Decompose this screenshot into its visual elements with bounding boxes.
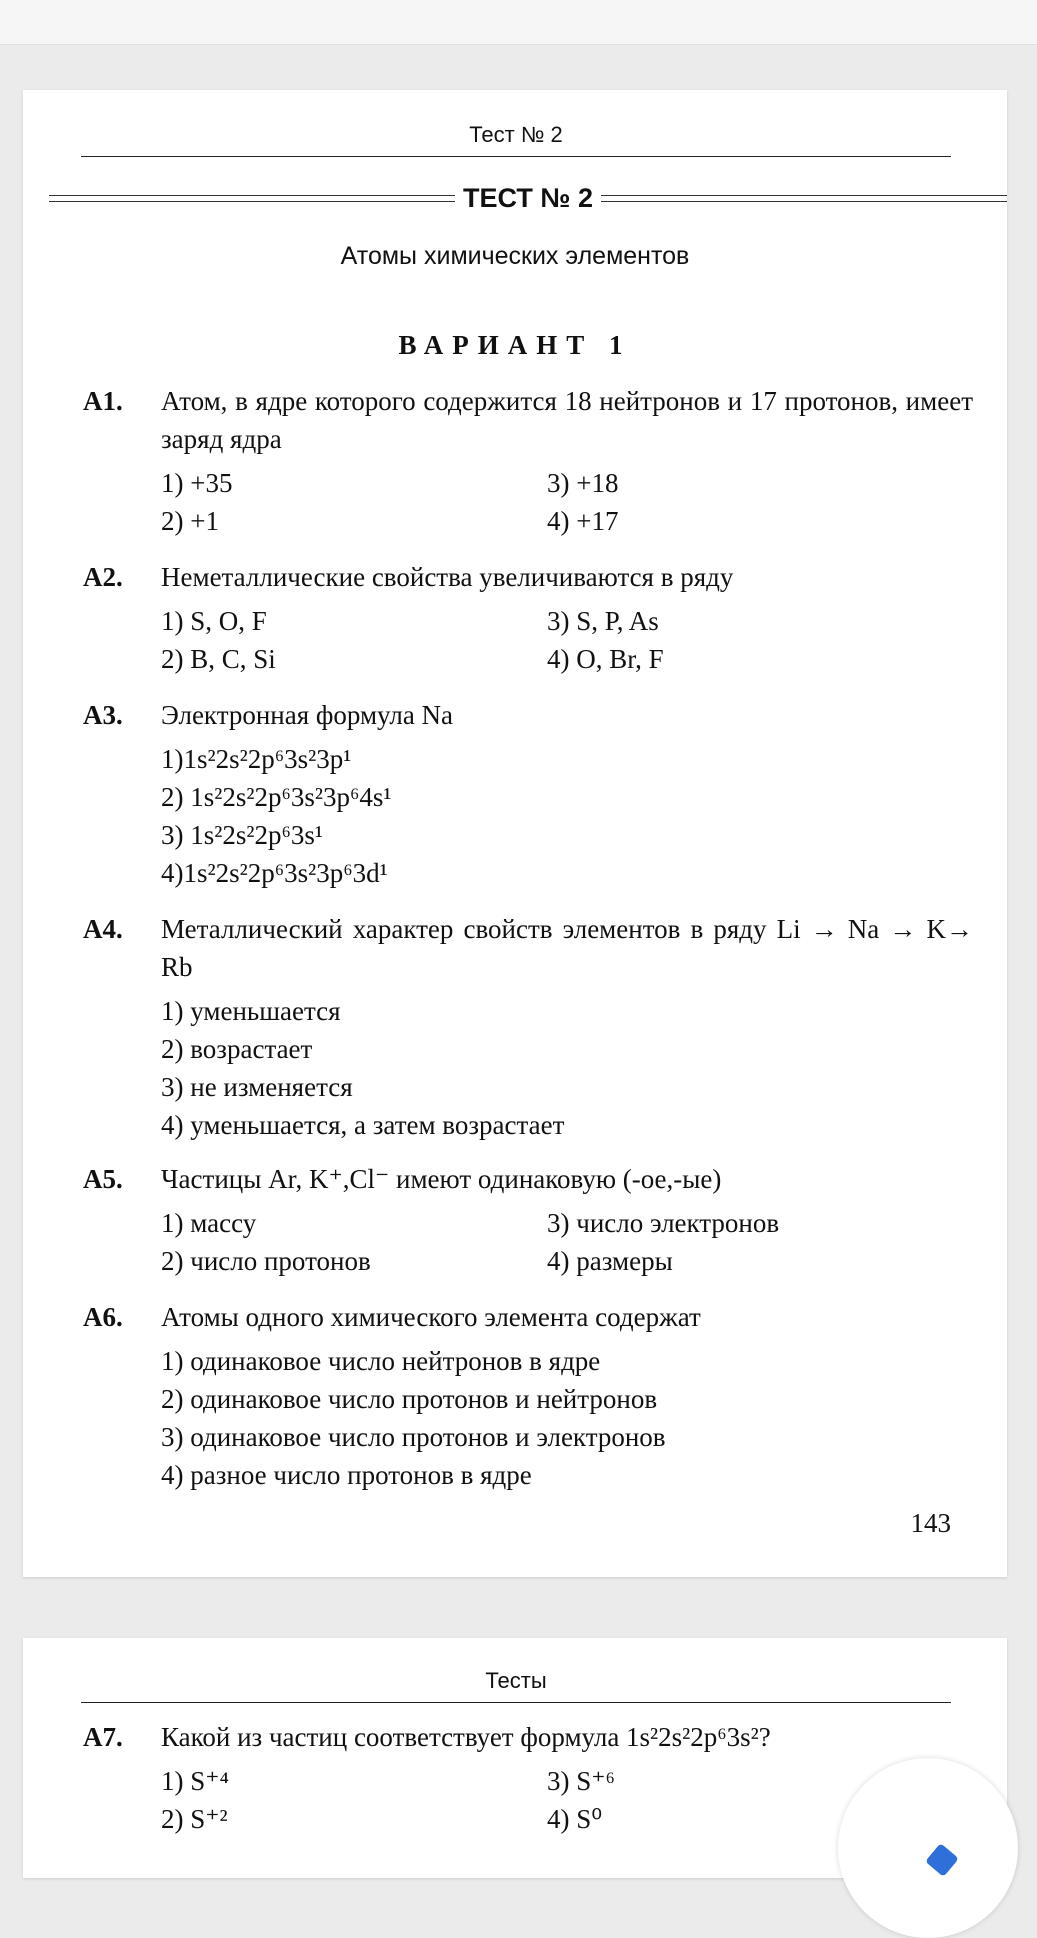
question-number: А3. [83, 700, 123, 730]
page-number: 143 [910, 1508, 951, 1538]
answer-option[interactable]: 2) возрастает [161, 1034, 313, 1064]
answer-option[interactable]: 2) +1 [161, 506, 219, 536]
answer-option[interactable]: 4)1s²2s²2p⁶3s²3p⁶3d¹ [161, 858, 388, 888]
answer-option[interactable]: 1) S, O, F [161, 606, 267, 636]
answer-option[interactable]: 3) число электронов [547, 1208, 780, 1238]
running-head: Тест № 2 [81, 122, 951, 157]
title-rule-right [601, 195, 1007, 202]
answer-option[interactable]: 4) размеры [547, 1246, 673, 1276]
answer-option[interactable]: 2) B, C, Si [161, 644, 276, 674]
answer-option[interactable]: 2) одинаковое число протонов и нейтронов [161, 1384, 658, 1414]
question-number: А6. [83, 1302, 123, 1332]
answer-option[interactable]: 3) 1s²2s²2p⁶3s¹ [161, 820, 323, 850]
document-page-143 [23, 90, 1007, 1577]
test-title: ТЕСТ № 2 [463, 182, 593, 213]
answer-option[interactable]: 3) S, P, As [547, 606, 659, 636]
answer-option[interactable]: 2) 1s²2s²2p⁶3s²3p⁶4s¹ [161, 782, 392, 812]
running-head: Тесты [81, 1668, 951, 1703]
answer-option[interactable]: 4) O, Br, F [547, 644, 664, 674]
answer-option[interactable]: 1) массу [161, 1208, 257, 1238]
answer-option[interactable]: 1) +35 [161, 468, 233, 498]
answer-option[interactable]: 1)1s²2s²2p⁶3s²3p¹ [161, 744, 352, 774]
test-title-row [49, 178, 1007, 218]
answer-option[interactable]: 1) уменьшается [161, 996, 341, 1026]
question-a7 [83, 1718, 973, 1838]
question-a3 [83, 696, 973, 892]
answer-option[interactable]: 4) уменьшается, а затем возрастает [161, 1110, 565, 1140]
answer-option[interactable]: 4) разное число протонов в ядре [161, 1460, 532, 1490]
viewer-top-bar [0, 0, 1037, 45]
answer-option[interactable]: 3) не изменяется [161, 1072, 353, 1102]
question-text: Частицы Ar, K⁺,Cl⁻ имеют одинаковую (-ое,-ые) [161, 1164, 722, 1194]
question-text: Атомы одного химического элемента содержат [161, 1302, 701, 1332]
question-text: Металлический характер свойств элементов в ряду Li → Na → K→ Rb [161, 914, 973, 982]
question-text: Электронная формула Na [161, 700, 454, 730]
question-text: Неметаллические свойства увеличиваются в ряду [161, 562, 734, 592]
question-number: А1. [83, 386, 123, 416]
question-a1 [83, 382, 973, 540]
answer-option[interactable]: 3) S⁺⁶ [547, 1766, 615, 1796]
question-text: Атом, в ядре которого содержится 18 нейтронов и 17 протонов, имеет заряд ядра [161, 386, 973, 454]
pencil-icon [925, 1843, 959, 1877]
title-rule-left [49, 195, 455, 202]
question-number: А2. [83, 562, 123, 592]
question-a5 [83, 1160, 973, 1280]
answer-option[interactable]: 1) одинаковое число нейтронов в ядре [161, 1346, 601, 1376]
answer-option[interactable]: 2) S⁺² [161, 1804, 228, 1834]
question-number: А4. [83, 914, 123, 944]
answer-option[interactable]: 1) S⁺⁴ [161, 1766, 229, 1796]
question-a6 [83, 1298, 973, 1494]
topic-subtitle: Атомы химических элементов [340, 242, 690, 270]
question-number: А5. [83, 1164, 123, 1194]
answer-option[interactable]: 3) +18 [547, 468, 619, 498]
answer-option[interactable]: 4) +17 [547, 506, 619, 536]
answer-option[interactable]: 4) S⁰ [547, 1804, 603, 1834]
question-a2 [83, 558, 973, 678]
edit-fab-button[interactable] [838, 1758, 1018, 1938]
question-number: А7. [83, 1722, 123, 1752]
variant-heading: ВАРИАНТ 1 [398, 330, 632, 360]
answer-option[interactable]: 2) число протонов [161, 1246, 371, 1276]
answer-option[interactable]: 3) одинаковое число протонов и электронов [161, 1422, 666, 1452]
question-a4 [83, 910, 973, 1144]
question-text: Какой из частиц соответствует формула 1s²2s²2p⁶3s²? [161, 1722, 771, 1752]
